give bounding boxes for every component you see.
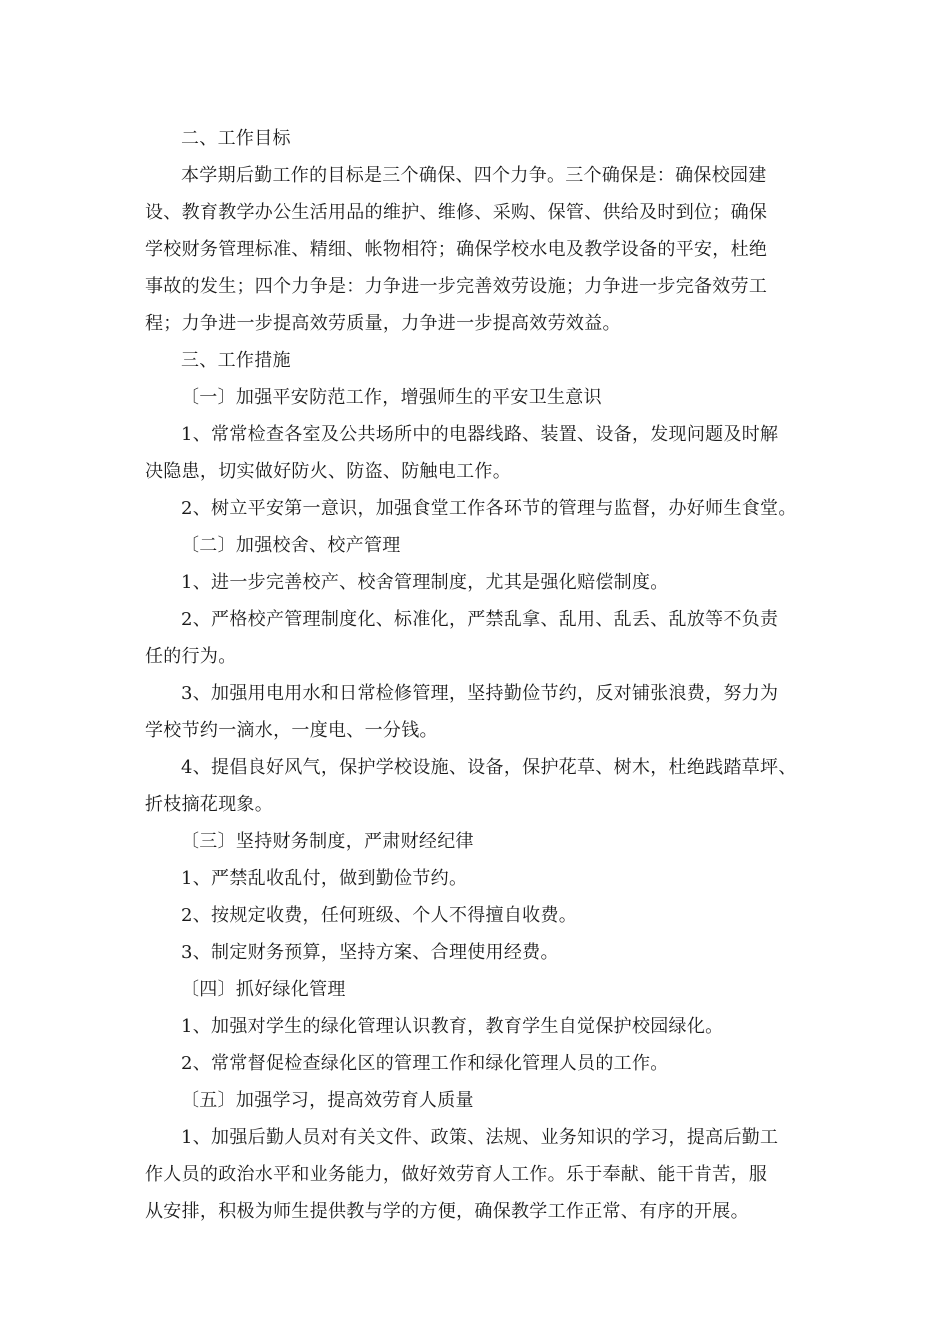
- text-line: 学校财务管理标准、精细、帐物相符；确保学校水电及教学设备的平安，杜绝: [145, 239, 768, 260]
- text-line: 4、提倡良好风气，保护学校设施、设备，保护花草、树木，杜绝践踏草坪、: [181, 757, 797, 778]
- text-line: 1、常常检查各室及公共场所中的电器线路、装置、设备，发现问题及时解: [181, 424, 779, 445]
- list-item: 1、加强对学生的绿化管理认识教育，教育学生自觉保护校园绿化。: [181, 1016, 724, 1037]
- subsection-heading-5: 〔五〕加强学习，提高效劳育人质量: [181, 1090, 474, 1111]
- list-item: 2、常常督促检查绿化区的管理工作和绿化管理人员的工作。: [181, 1053, 669, 1074]
- text-line: 学校节约一滴水，一度电、一分钱。: [145, 720, 438, 741]
- list-item: [145, 601, 835, 675]
- list-item: 2、按规定收费，任何班级、个人不得擅自收费。: [181, 905, 578, 926]
- text-line: 1、加强后勤人员对有关文件、政策、法规、业务知识的学习，提高后勤工: [181, 1127, 779, 1148]
- section-heading-measures: 三、工作措施: [181, 350, 291, 371]
- text-line: 2、严格校产管理制度化、标准化，严禁乱拿、乱用、乱丢、乱放等不负责: [181, 609, 779, 630]
- text-line: 设、教育教学办公生活用品的维护、维修、采购、保管、供给及时到位；确保: [145, 202, 768, 223]
- subsection-heading-1: 〔一〕加强平安防范工作，增强师生的平安卫生意识: [181, 387, 602, 408]
- document-body: [145, 120, 835, 1230]
- text-line: 任的行为。: [145, 646, 237, 667]
- list-item: 1、进一步完善校产、校舍管理制度，尤其是强化赔偿制度。: [181, 572, 669, 593]
- text-line: 本学期后勤工作的目标是三个确保、四个力争。三个确保是：确保校园建: [181, 165, 767, 186]
- subsection-heading-4: 〔四〕抓好绿化管理: [181, 979, 346, 1000]
- goals-paragraph: [145, 157, 835, 342]
- text-line: 作人员的政治水平和业务能力，做好效劳育人工作。乐于奉献、能干肯苦，服: [145, 1164, 768, 1185]
- list-item: 3、制定财务预算，坚持方案、合理使用经费。: [181, 942, 559, 963]
- text-line: 决隐患，切实做好防火、防盗、防触电工作。: [145, 461, 511, 482]
- list-item: [145, 1119, 835, 1230]
- list-item: [145, 416, 835, 490]
- text-line: 程；力争进一步提高效劳质量，力争进一步提高效劳效益。: [145, 313, 621, 334]
- text-line: 事故的发生；四个力争是：力争进一步完善效劳设施；力争进一步完备效劳工: [145, 276, 768, 297]
- list-item: 2、树立平安第一意识，加强食堂工作各环节的管理与监督，办好师生食堂。: [181, 498, 797, 519]
- subsection-heading-2: 〔二〕加强校舍、校产管理: [181, 535, 401, 556]
- list-item: [145, 675, 835, 749]
- list-item: [145, 749, 835, 823]
- subsection-heading-3: 〔三〕坚持财务制度，严肃财经纪律: [181, 831, 474, 852]
- section-heading-goals: 二、工作目标: [181, 128, 291, 149]
- text-line: 从安排，积极为师生提供教与学的方便，确保教学工作正常、有序的开展。: [145, 1201, 749, 1222]
- text-line: 折枝摘花现象。: [145, 794, 274, 815]
- text-line: 3、加强用电用水和日常检修管理，坚持勤俭节约，反对铺张浪费，努力为: [181, 683, 779, 704]
- list-item: 1、严禁乱收乱付，做到勤俭节约。: [181, 868, 468, 889]
